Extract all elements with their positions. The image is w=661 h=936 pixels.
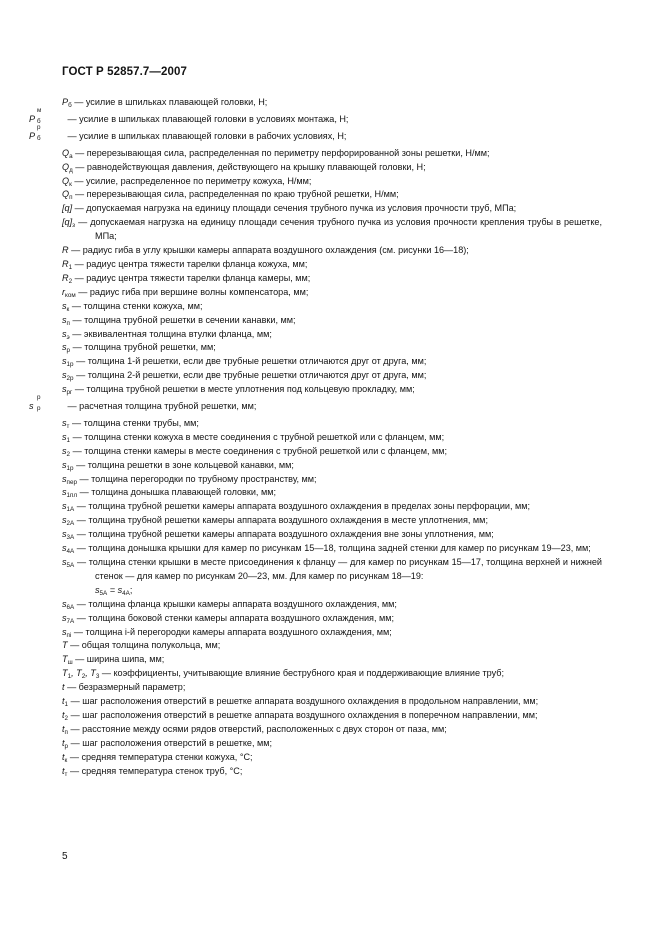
definition-item: $s_{6A}$ — толщина фланца крышки камеры аппарата воздушного охлаждения, мм; xyxy=(62,598,397,611)
definition-item: $[q]_з$ — допускаемая нагрузка на единицу площади сечения трубного пучка из условия прочности крепления трубы в решетке, МПа; xyxy=(62,217,602,242)
definition-item: $s_{1р}$ — толщина решетки в зоне кольцевой канавки, мм; xyxy=(62,459,294,472)
definition-item: $T_ш$ — ширина шипа, мм; xyxy=(62,654,165,667)
definition-item: t — безразмерный параметр; xyxy=(62,682,186,693)
definition-item: $s_{2р}$ — толщина 2-й решетки, если две трубные решетки отличаются друг от друга, мм; xyxy=(62,370,427,383)
definition-item: $s_{1р}$ — толщина 1-й решетки, если две трубные решетки отличаются друг от друга, мм; xyxy=(62,356,427,369)
definition-item: $R_1$ — радиус центра тяжести тарелки фланца кожуха, мм; xyxy=(62,258,308,271)
definition-item: $s_р$ — толщина трубной решетки, мм; xyxy=(62,342,216,355)
formula: $s_{5A} = s_{4A}$; xyxy=(95,584,133,597)
definition-item: $s_{1пл}$ — толщина донышка плавающей головки, мм; xyxy=(62,487,277,500)
document-header: ГОСТ Р 52857.7—2007 xyxy=(62,66,187,78)
definition-item: $Q_а$ — перерезывающая сила, распределенная по периметру перфорированной зоны решетки, Н/мм; xyxy=(62,147,490,160)
definition-item: $s_{2A}$ — толщина трубной решетки камеры аппарата воздушного охлаждения в месте уплотнения, мм; xyxy=(62,515,488,528)
definition-item: $s_э$ — эквивалентная толщина втулки фланца, мм; xyxy=(62,328,272,341)
definition-item: $s_{рг}$ — толщина трубной решетки в месте уплотнения под кольцевую прокладку, мм; xyxy=(62,384,415,397)
definition-item: $t_п$ — расстояние между осями рядов отверстий, расположенных с двух сторон от паза, мм; xyxy=(62,723,447,736)
definition-item: $Q_п$ — перерезывающая сила, распределенная по краю трубной решетки, Н/мм; xyxy=(62,189,399,202)
definition-item: $s_1$ — толщина стенки кожуха в месте соединения с трубной решеткой или с фланцем, мм; xyxy=(62,431,445,444)
definition-item: $t_р$ — шаг расположения отверстий в решетке, мм; xyxy=(62,737,273,750)
definition-item: $s_{3A}$ — толщина трубной решетки камеры аппарата воздушного охлаждения вне зоны уплотнения, мм; xyxy=(62,529,494,542)
definition-item: T — общая толщина полукольца, мм; xyxy=(62,640,221,651)
definition-item: $s_{пер}$ — толщина перегородки по трубному пространству, мм; xyxy=(62,473,317,486)
page-number: 5 xyxy=(62,851,68,862)
definition-item: $Q_к$ — усилие, распределенное по периметру кожуха, Н/мм; xyxy=(62,175,312,188)
definition-item: $s_2$ — толщина стенки камеры в месте соединения с трубной решеткой или с фланцем, мм; xyxy=(62,445,448,458)
definition-item: s р р — расчетная толщина трубной решетки, мм; xyxy=(29,394,257,413)
definition-item: $Q_д$ — равнодействующая давления, действующего на крышку плавающей головки, Н; xyxy=(62,161,426,174)
definition-item: R — радиус гиба в углу крышки камеры аппарата воздушного охлаждения (см. рисунки 16—18); xyxy=(62,245,469,256)
definition-item: $t_т$ — средняя температура стенок труб, °С; xyxy=(62,765,243,778)
definition-item: $r_{ком}$ — радиус гиба при вершине волны компенсатора, мм; xyxy=(62,286,309,299)
definition-item: $s_п$ — толщина трубной решетки в сечении канавки, мм; xyxy=(62,314,296,327)
definition-item: $s_{1A}$ — толщина трубной решетки камеры аппарата воздушного охлаждения в пределах зоны перфорации, мм; xyxy=(62,501,531,514)
definition-item: $P_б$ — усилие в шпильках плавающей головки, Н; xyxy=(62,97,268,109)
definition-item: $R_2$ — радиус центра тяжести тарелки фланца камеры, мм; xyxy=(62,272,311,285)
definition-item: $s_{5A}$ — толщина стенки крышки в месте присоединения к фланцу — для камер по рисункам 15—17, толщина верхней и нижней стенок — для камер по рисункам 20—23, мм. Для камер по рисункам 18—19: xyxy=(62,557,603,581)
definition-item: $s_{пi}$ — толщина i-й перегородки камеры аппарата воздушного охлаждения, мм; xyxy=(62,626,392,639)
definition-item: P р б — усилие в шпильках плавающей головки в рабочих условиях, Н; xyxy=(29,123,347,142)
definition-item: $t_2$ — шаг расположения отверстий в решетке аппарата воздушного охлаждения в поперечном направлении, мм; xyxy=(62,709,538,722)
definition-item: $s_т$ — толщина стенки трубы, мм; xyxy=(62,417,199,430)
definition-item: $T_1$, $T_2$, $T_3$ — коэффициенты, учитывающие влияние беструбного края и поддерживающие влияние труб; xyxy=(62,668,505,681)
definition-item: $t_к$ — средняя температура стенки кожуха, °С; xyxy=(62,751,253,764)
definition-item: $s_{4A}$ — толщина донышка крышки для камер по рисункам 15—18, толщина задней стенки для камер по рисункам 19—23, мм; xyxy=(62,543,591,556)
definition-item: P м б — усилие в шпильках плавающей головки в условиях монтажа, Н; xyxy=(29,106,349,125)
definition-item: $t_1$ — шаг расположения отверстий в решетке аппарата воздушного охлаждения в продольном направлении, мм; xyxy=(62,696,539,709)
definitions-list xyxy=(29,96,603,779)
definition-item: [q] — допускаемая нагрузка на единицу площади сечения трубного пучка из условия прочности труб, МПа; xyxy=(62,203,517,214)
definition-item: $s_{7A}$ — толщина боковой стенки камеры аппарата воздушного охлаждения, мм; xyxy=(62,612,395,625)
definition-item: $s_к$ — толщина стенки кожуха, мм; xyxy=(62,300,203,313)
